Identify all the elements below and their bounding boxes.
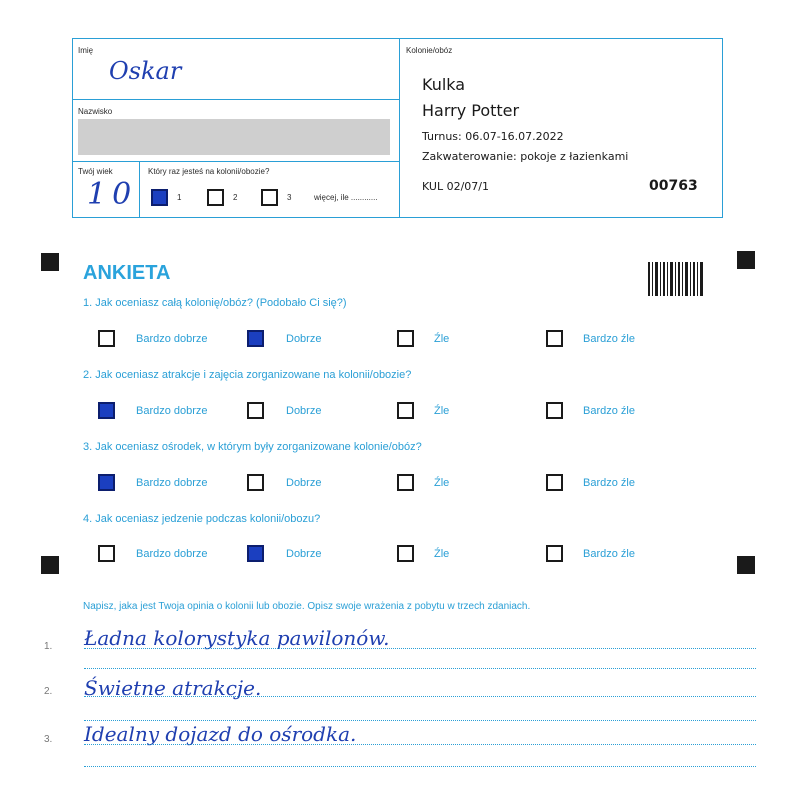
form-number: 00763 [649,178,698,194]
q2-checkbox-bardzo-zle[interactable] [546,402,563,419]
q4-checkbox-bardzo-zle[interactable] [546,545,563,562]
q1-checkbox-dobrze[interactable] [247,330,264,347]
age-value: 10 [87,177,138,212]
question-4-text: 4. Jak oceniasz jedzenie podczas kolonii/obozu? [83,513,321,525]
registration-marker-bottom-right [737,556,755,574]
q1-option-bardzo-zle: Bardzo źle [583,333,635,345]
q2-checkbox-zle[interactable] [397,402,414,419]
camp-code: KUL 02/07/1 [422,180,489,193]
q1-checkbox-bardzo-zle[interactable] [546,330,563,347]
opinion-prompt: Napisz, jaka jest Twoja opinia o kolonii lub obozie. Opisz swoje wrażenia z pobytu w trzech zdaniach. [83,601,531,612]
question-1-text: 1. Jak oceniasz całą kolonię/obóz? (Podobało Ci się?) [83,297,347,309]
visit-label: Który raz jesteś na kolonii/obozie? [148,167,270,176]
registration-marker-top-right [737,251,755,269]
q4-option-bardzo-dobrze: Bardzo dobrze [136,548,208,560]
visit-option-1: 1 [177,193,182,202]
q4-checkbox-dobrze[interactable] [247,545,264,562]
first-name-label: Imię [78,46,94,55]
q2-option-dobrze: Dobrze [286,405,322,417]
q2-option-bardzo-zle: Bardzo źle [583,405,635,417]
camp-name: Kulka [422,75,466,94]
question-2-text: 2. Jak oceniasz atrakcje i zajęcia zorganizowane na kolonii/obozie? [83,369,412,381]
q4-option-dobrze: Dobrze [286,548,322,560]
opinion-line-2-number: 2. [44,686,53,697]
surname-redaction [78,119,390,155]
q4-checkbox-bardzo-dobrze[interactable] [98,545,115,562]
header-divider [399,39,400,217]
q2-option-zle: Źle [434,405,450,417]
opinion-line-3-rule [84,744,756,745]
visit-checkbox-2[interactable] [207,189,224,206]
age-divider [139,161,140,217]
q1-option-zle: Źle [434,333,450,345]
q3-option-bardzo-zle: Bardzo źle [583,477,635,489]
q2-checkbox-dobrze[interactable] [247,402,264,419]
opinion-line-2b-rule [84,720,756,721]
q1-option-bardzo-dobrze: Bardzo dobrze [136,333,208,345]
registration-marker-top-left [41,253,59,271]
opinion-line-3-number: 3. [44,734,53,745]
first-name-value: Oskar [109,57,182,85]
q2-option-bardzo-dobrze: Bardzo dobrze [136,405,208,417]
opinion-line-2-text[interactable]: Świetne atrakcje. [84,676,262,700]
visit-option-2: 2 [233,193,238,202]
registration-marker-bottom-left [41,556,59,574]
visit-option-3: 3 [287,193,292,202]
turnus: Turnus: 06.07-16.07.2022 [422,130,564,143]
survey-title: ANKIETA [83,262,171,284]
q4-checkbox-zle[interactable] [397,545,414,562]
visit-checkbox-1[interactable] [151,189,168,206]
q1-option-dobrze: Dobrze [286,333,322,345]
camp-theme: Harry Potter [422,101,520,120]
q3-checkbox-bardzo-zle[interactable] [546,474,563,491]
age-label: Twój wiek [78,167,113,176]
q3-checkbox-dobrze[interactable] [247,474,264,491]
barcode-icon [648,262,704,296]
q3-option-bardzo-dobrze: Bardzo dobrze [136,477,208,489]
q1-checkbox-bardzo-dobrze[interactable] [98,330,115,347]
opinion-line-1-rule [84,648,756,649]
q4-option-bardzo-zle: Bardzo źle [583,548,635,560]
opinion-line-3b-rule [84,766,756,767]
opinion-line-1b-rule [84,668,756,669]
q3-option-zle: Źle [434,477,450,489]
q2-checkbox-bardzo-dobrze[interactable] [98,402,115,419]
q4-option-zle: Źle [434,548,450,560]
header-box [72,38,723,218]
question-3-text: 3. Jak oceniasz ośrodek, w którym były zorganizowane kolonie/obóz? [83,441,422,453]
accommodation: Zakwaterowanie: pokoje z łazienkami [422,150,629,163]
q3-checkbox-zle[interactable] [397,474,414,491]
opinion-line-3-text[interactable]: Idealny dojazd do ośrodka. [84,722,357,746]
name-row-divider [73,99,399,100]
camp-label: Kolonie/obóz [406,46,453,55]
surname-label: Nazwisko [78,107,113,116]
opinion-line-1-number: 1. [44,641,53,652]
q3-option-dobrze: Dobrze [286,477,322,489]
opinion-line-1-text[interactable]: Ładna kolorystyka pawilonów. [84,626,390,650]
visit-more: więcej, ile ............ [314,193,378,202]
surname-row-divider [73,161,399,162]
visit-checkbox-3[interactable] [261,189,278,206]
q1-checkbox-zle[interactable] [397,330,414,347]
q3-checkbox-bardzo-dobrze[interactable] [98,474,115,491]
opinion-line-2-rule [84,696,756,697]
